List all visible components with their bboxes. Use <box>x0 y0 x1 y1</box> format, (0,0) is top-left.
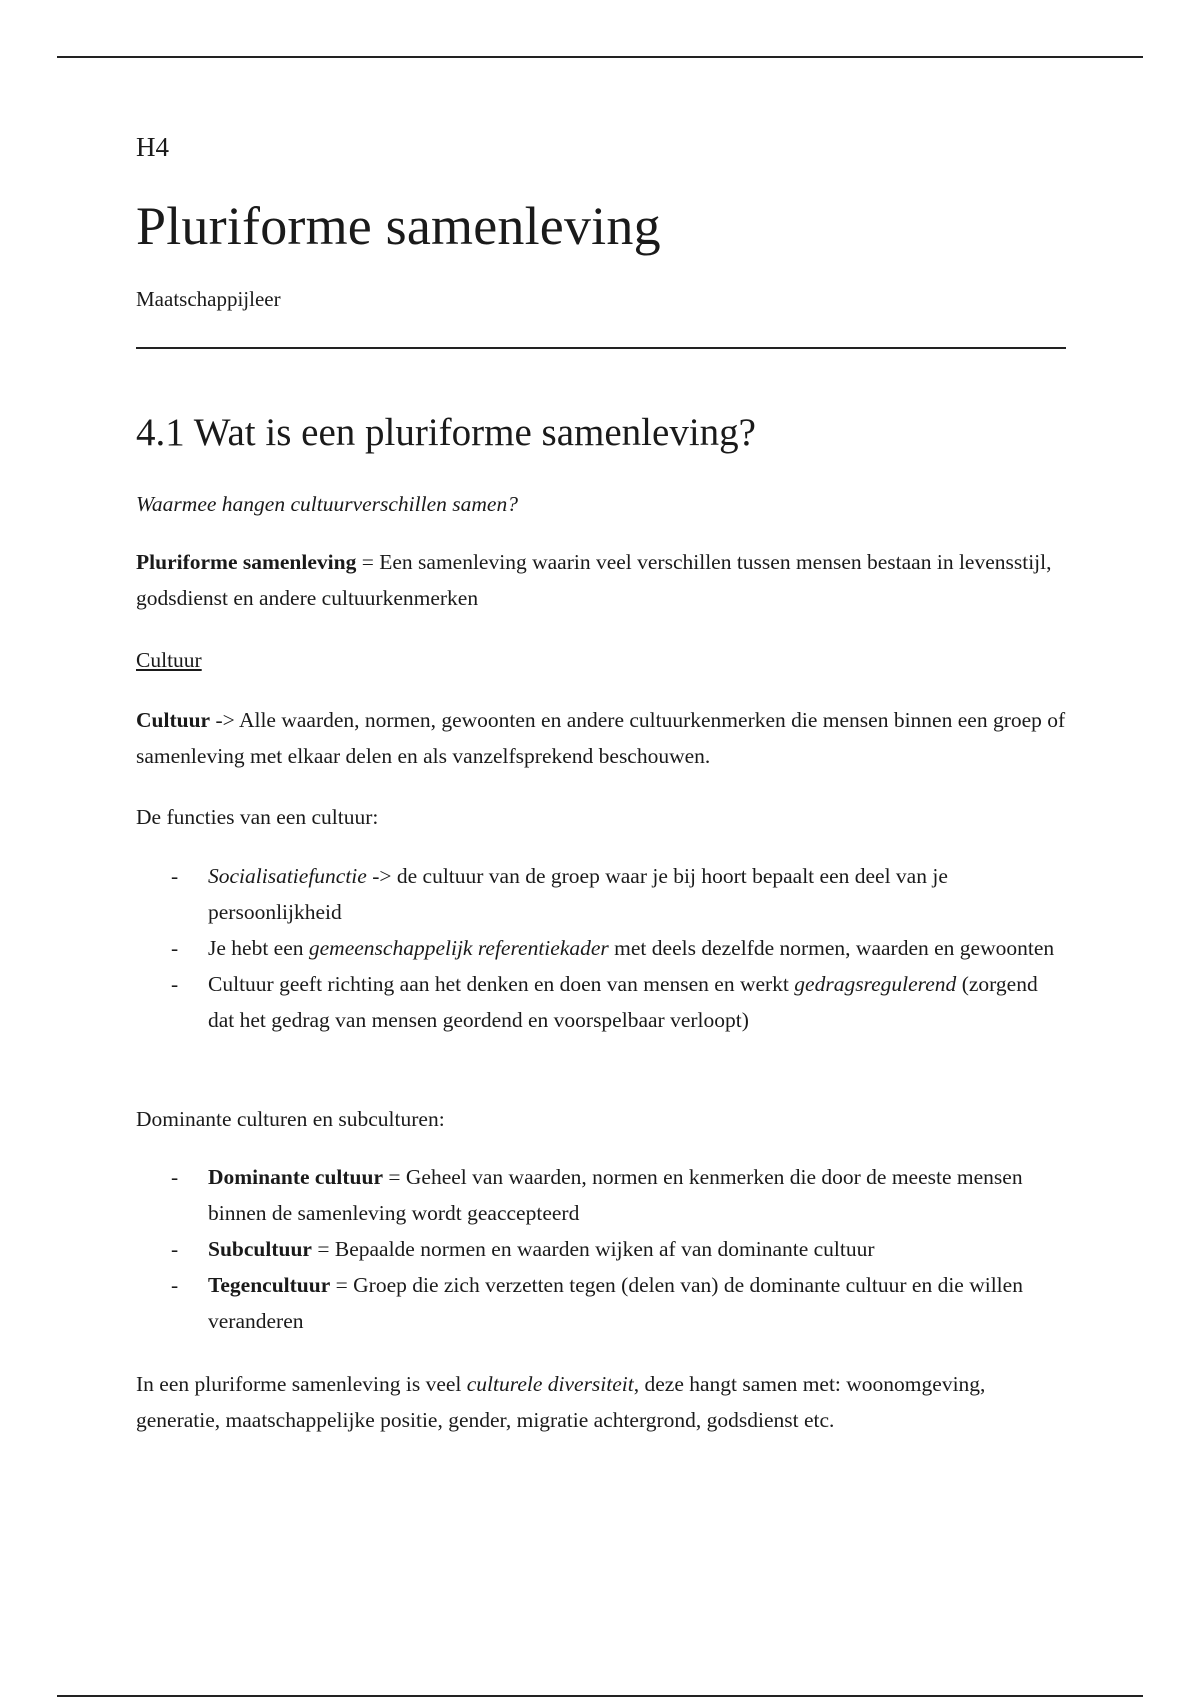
list-marker: - <box>171 1273 179 1297</box>
list-marker: - <box>171 972 179 996</box>
list-marker: - <box>171 936 179 960</box>
paragraph-text: In een pluriforme samenleving is veel <box>136 1372 467 1396</box>
section-question: Waarmee hangen cultuurverschillen samen? <box>136 492 518 516</box>
item-separator: = <box>383 1165 406 1189</box>
item-emphasis: Socialisatiefunctie <box>208 864 367 888</box>
item-emphasis: gedragsregulerend <box>794 972 957 996</box>
item-text: (zorgend dat het gedrag van mensen geordend en voorspelbaar verloopt) <box>208 972 1038 1032</box>
paragraph-emphasis: culturele diversiteit <box>466 1372 634 1396</box>
item-text: -> de cultuur van de groep waar je bij hoort bepaalt een deel van je persoonlijkheid <box>208 864 948 924</box>
item-separator: = <box>311 1237 335 1261</box>
list-marker: - <box>171 1165 179 1189</box>
section-heading: 4.1 Wat is een pluriforme samenleving? <box>136 411 756 454</box>
subject-subtitle: Maatschappijleer <box>136 287 281 311</box>
page-title: Pluriforme samenleving <box>136 196 661 256</box>
list-item <box>136 966 1066 1038</box>
definition-separator: -> <box>210 708 239 732</box>
definition-text: Een samenleving waarin veel verschillen tussen mensen bestaan in levensstijl, godsdienst en andere cultuurkenmerken <box>136 550 1052 610</box>
cultures-intro: Dominante culturen en subculturen: <box>136 1107 445 1131</box>
functions-list <box>136 858 1066 1038</box>
subheading-cultuur: Cultuur <box>136 648 202 672</box>
definition-term: Cultuur <box>136 708 211 732</box>
definition-term: Pluriforme samenleving <box>136 550 357 574</box>
definition-cultuur <box>136 702 1066 774</box>
list-item <box>136 1159 1066 1231</box>
page-bottom-rule <box>57 1695 1143 1697</box>
item-term: Subcultuur <box>208 1237 312 1261</box>
list-item <box>136 858 1066 930</box>
item-text: Groep die zich verzetten tegen (delen van) de dominante cultuur en die willen veranderen <box>208 1273 1023 1333</box>
list-item <box>136 930 1066 966</box>
item-text: Je hebt een <box>208 936 309 960</box>
item-text: met deels dezelfde normen, waarden en gewoonten <box>608 936 1055 960</box>
item-text: Bepaalde normen en waarden wijken af van dominante cultuur <box>334 1237 875 1261</box>
item-emphasis: gemeenschappelijk referentiekader <box>308 936 609 960</box>
list-item <box>136 1267 1066 1339</box>
item-term: Dominante cultuur <box>208 1165 383 1189</box>
definition-separator: = <box>356 550 380 574</box>
definition-text: Alle waarden, normen, gewoonten en andere cultuurkenmerken die mensen binnen een groep of samenleving met elkaar delen en als vanzelfsprekend beschouwen. <box>136 708 1066 768</box>
list-marker: - <box>171 1237 179 1261</box>
item-text: Geheel van waarden, normen en kenmerken die door de meeste mensen binnen de samenleving wordt geaccepteerd <box>208 1165 1023 1225</box>
item-separator: = <box>330 1273 354 1297</box>
item-term: Tegencultuur <box>208 1273 331 1297</box>
title-divider <box>136 347 1066 349</box>
definition-pluriforme <box>136 544 1066 616</box>
chapter-label: H4 <box>136 132 169 162</box>
page-top-rule <box>57 56 1143 58</box>
list-marker: - <box>171 864 179 888</box>
functions-intro: De functies van een cultuur: <box>136 805 379 829</box>
cultures-list <box>136 1159 1066 1339</box>
item-text: Cultuur geeft richting aan het denken en doen van mensen en werkt <box>208 972 795 996</box>
paragraph-text: , deze hangt samen met: woonomgeving, generatie, maatschappelijke positie, gender, migratie achtergrond, godsdienst etc. <box>136 1372 986 1432</box>
list-item <box>136 1231 1066 1267</box>
closing-paragraph <box>136 1366 1066 1438</box>
